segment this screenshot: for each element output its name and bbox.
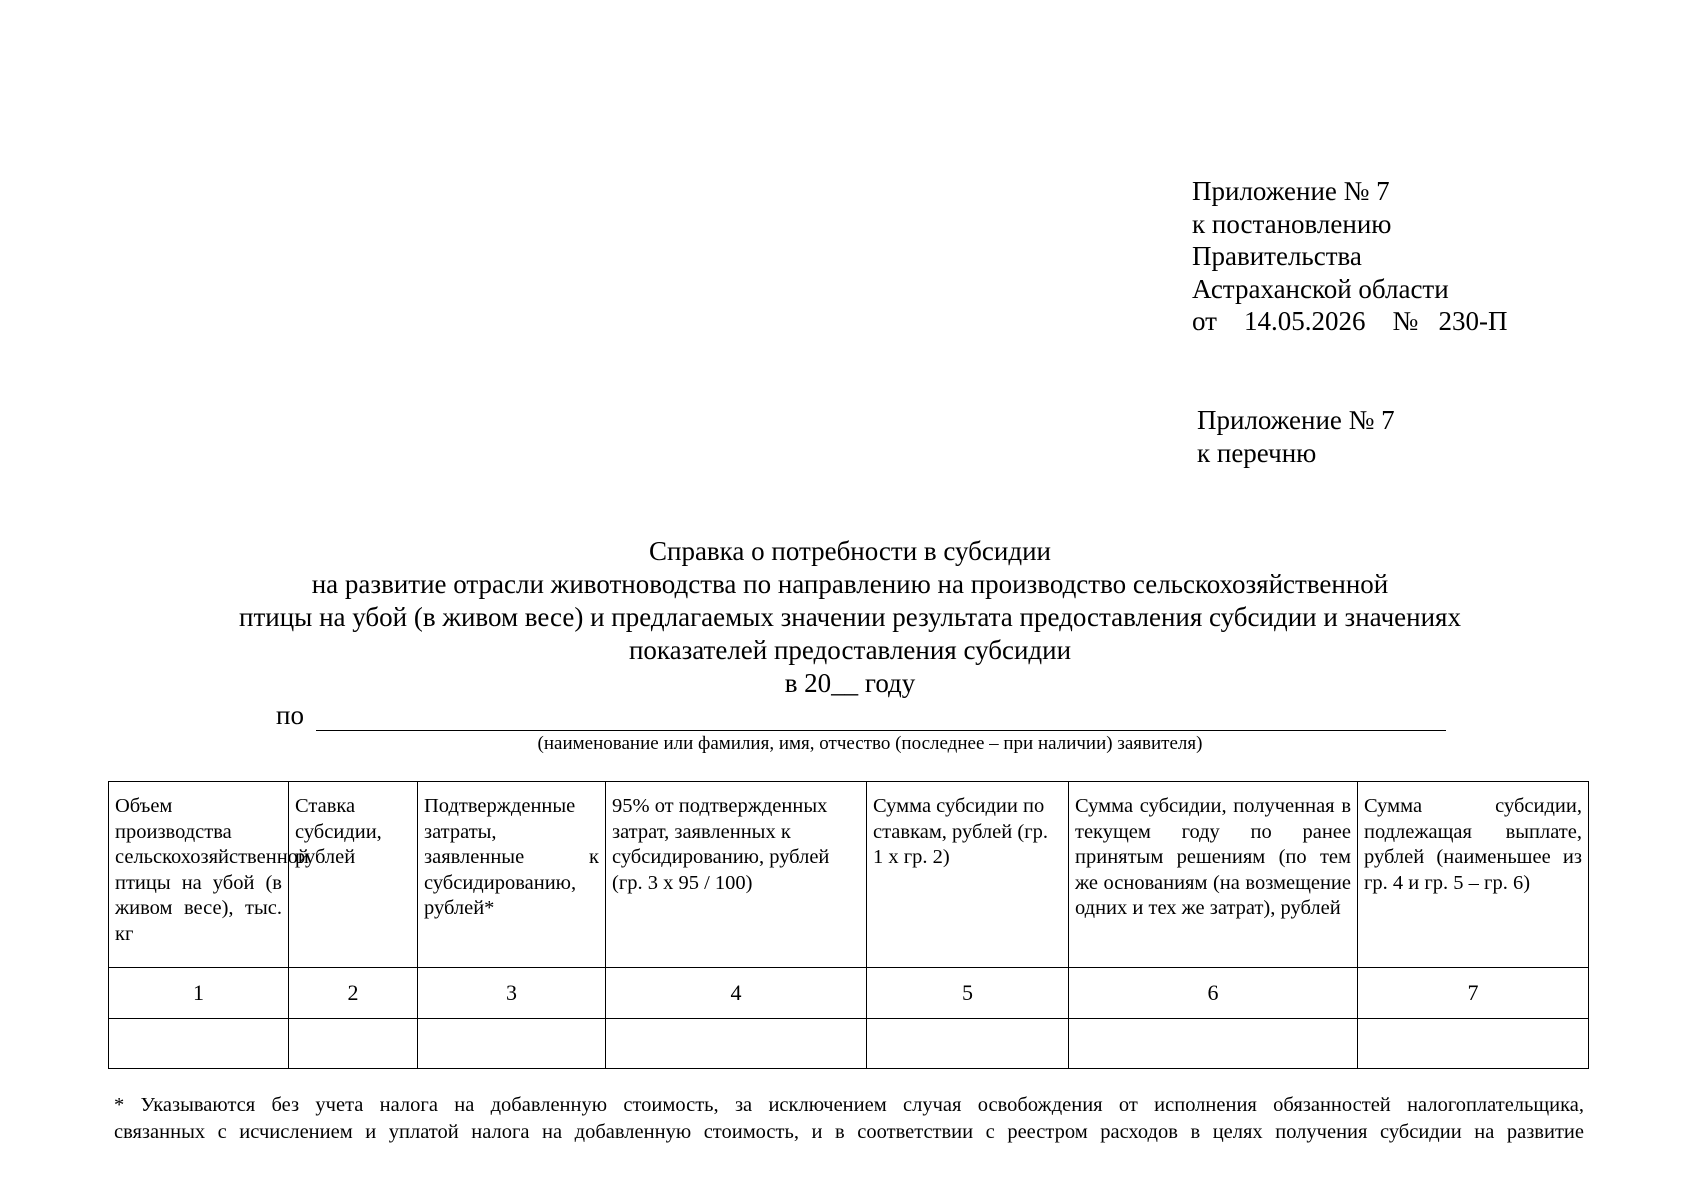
header-cell-subsidy-by-rates: Сумма субсидии по ставкам, рублей (гр. 1 х гр. 2) <box>867 782 1069 968</box>
annex-resolution-line: к постановлению <box>1192 208 1392 239</box>
table-cell[interactable] <box>1358 1019 1589 1069</box>
column-number: 1 <box>109 968 289 1019</box>
title-line: на развитие отрасли животноводства по направлению на производство сельскохозяйственной <box>311 569 1389 599</box>
header-cell-subsidy-payable: Сумма субсидии, подлежащая выплате, рублей (наименьшее из гр. 4 и гр. 5 – гр. 6) <box>1358 782 1589 968</box>
table-cell[interactable] <box>289 1019 418 1069</box>
table-cell[interactable] <box>1069 1019 1358 1069</box>
table-cell[interactable] <box>867 1019 1069 1069</box>
applicant-prefix: по <box>276 700 304 730</box>
applicant-row <box>276 699 1446 731</box>
title-line: показателей предоставления субсидии <box>628 635 1072 665</box>
title-line: Справка о потребности в субсидии <box>648 536 1051 566</box>
table-header-row <box>109 782 1589 968</box>
document-title <box>180 535 1520 700</box>
annex-resolution-block <box>1192 175 1507 338</box>
table-row <box>109 1019 1589 1069</box>
subsidy-table <box>108 781 1589 1069</box>
header-cell-95-percent: 95% от подтвержденных затрат, заявленных к субсидированию, рублей (гр. 3 х 95 / 100) <box>606 782 867 968</box>
annex-resolution-line: Астраханской области <box>1192 273 1449 304</box>
table-cell[interactable] <box>606 1019 867 1069</box>
column-number: 6 <box>1069 968 1358 1019</box>
applicant-caption: (наименование или фамилия, имя, отчество (последнее – при наличии) заявителя) <box>537 733 1203 754</box>
footnote-line: связанных с исчислением и уплатой налога на добавленную стоимость, и в соответствии с реестром расходов в целях получения субсидии на развитие <box>114 1121 1584 1143</box>
title-year-line: в 20__ году <box>784 668 916 698</box>
header-cell-volume: Объем производства сельскохозяйственной птицы на убой (в живом весе), тыс. кг <box>109 782 289 968</box>
annex-list-line: к перечню <box>1197 437 1317 468</box>
column-number: 4 <box>606 968 867 1019</box>
footnote <box>114 1092 1584 1146</box>
column-number: 5 <box>867 968 1069 1019</box>
annex-list-line: Приложение № 7 <box>1197 405 1395 435</box>
header-cell-rate: Ставка субсидии, рублей <box>289 782 418 968</box>
column-number: 2 <box>289 968 418 1019</box>
annex-resolution-line: Приложение № 7 <box>1192 176 1390 206</box>
table-cell[interactable] <box>418 1019 606 1069</box>
annex-list-block <box>1197 404 1395 469</box>
table-column-numbers-row <box>109 968 1589 1019</box>
annex-resolution-date-line: от 14.05.2026 № 230-П <box>1192 306 1508 336</box>
annex-resolution-line: Правительства <box>1192 241 1362 271</box>
table-cell[interactable] <box>109 1019 289 1069</box>
column-number: 3 <box>418 968 606 1019</box>
footnote-line: * Указываются без учета налога на добавленную стоимость, за исключением случая освобождения от исполнения обязанностей налогоплательщика, <box>114 1094 1584 1116</box>
header-cell-subsidy-received: Сумма субсидии, полученная в текущем году по ранее принятым решениям (по тем же основаниям (на возмещение одних и тех же затрат), рублей <box>1069 782 1358 968</box>
column-number: 7 <box>1358 968 1589 1019</box>
header-cell-confirmed-costs: Подтвержденные затраты, заявленные к субсидированию, рублей* <box>418 782 606 968</box>
applicant-name-line[interactable] <box>316 701 1446 731</box>
title-line: птицы на убой (в живом весе) и предлагаемых значении результата предоставления субсидии и значениях <box>239 602 1461 632</box>
